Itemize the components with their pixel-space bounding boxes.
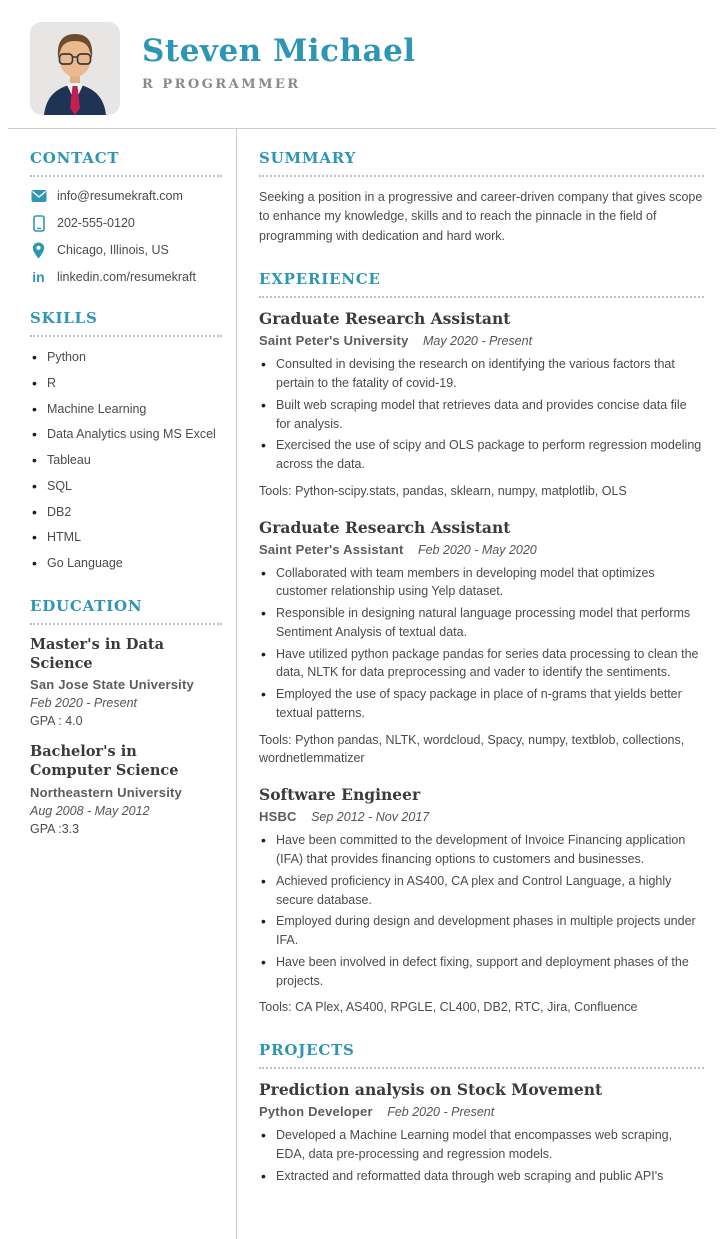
- profile-photo-illustration: [30, 22, 120, 115]
- degree-title: Bachelor's in Computer Science: [30, 743, 179, 780]
- person-name: Steven Michael: [142, 33, 416, 69]
- bullet-item: • Consulted in devising the research on identifying the various factors that pertain to the fatality of covid-19.: [259, 355, 704, 393]
- school-name: San Jose State University: [30, 677, 194, 693]
- bullet-item: • Built web scraping model that retrieves data and provides concise data file for analysis.: [259, 396, 704, 434]
- bullet-item: • Achieved proficiency in AS400, CA plex and Control Language, a highly secure database.: [259, 872, 704, 910]
- job-bullets: [259, 831, 704, 990]
- left-sidebar: [8, 129, 237, 1239]
- contact-phone-text[interactable]: 202-555-0120: [57, 216, 135, 230]
- experience-heading: EXPERIENCE: [259, 270, 704, 298]
- project-dates: Feb 2020 - Present: [387, 1105, 495, 1120]
- contact-email-text[interactable]: info@resumekraft.com: [57, 189, 183, 203]
- experience-section: [259, 270, 704, 1017]
- project-entry: [259, 1080, 704, 1185]
- mail-icon: [30, 188, 47, 204]
- job-title: Graduate Research Assistant: [259, 309, 511, 329]
- degree-title: Master's in Data Science: [30, 635, 164, 672]
- bullet-item: • Exercised the use of scipy and OLS package to perform regression modeling across the data.: [259, 436, 704, 474]
- content-columns: [8, 128, 716, 1239]
- job-entry: [259, 309, 704, 500]
- skill-item: • R: [30, 374, 222, 393]
- phone-icon: [30, 215, 47, 231]
- education-dates: Aug 2008 - May 2012: [30, 804, 150, 819]
- bullet-item: • Collaborated with team members in developing model that optimizes customer relationship using Yelp dataset.: [259, 564, 704, 602]
- contact-heading: CONTACT: [30, 149, 222, 177]
- contact-section: [30, 149, 222, 285]
- education-section: [30, 597, 222, 836]
- header-text: [120, 22, 416, 92]
- main-column: [237, 129, 716, 1239]
- job-meta: [259, 541, 704, 559]
- bullet-item: • Have utilized python package pandas for series data processing to clean the data, NLTK for data preprocessing and vader to identify the sentiments.: [259, 645, 704, 683]
- summary-section: [259, 149, 704, 246]
- education-heading: EDUCATION: [30, 597, 222, 625]
- bullet-item: • Have been involved in defect fixing, support and deployment phases of the projects.: [259, 953, 704, 991]
- skills-heading: SKILLS: [30, 309, 222, 337]
- skill-item: • DB2: [30, 503, 222, 522]
- job-company: Saint Peter's Assistant: [259, 541, 404, 557]
- skills-list: [30, 348, 222, 573]
- job-tools: Tools: Python-scipy.stats, pandas, sklearn, numpy, matplotlib, OLS: [259, 483, 627, 498]
- skill-item: • HTML: [30, 528, 222, 547]
- linkedin-icon: in: [32, 269, 45, 285]
- bullet-item: • Responsible in designing natural language processing model that performs Sentiment Analysis of textual data.: [259, 604, 704, 642]
- header: [0, 0, 724, 128]
- contact-item-email: [30, 188, 222, 204]
- education-dates: Feb 2020 - Present: [30, 696, 138, 711]
- school-name: Northeastern University: [30, 785, 182, 801]
- project-bullets: [259, 1126, 704, 1185]
- bullet-item: • Extracted and reformatted data through web scraping and public API's: [259, 1167, 704, 1186]
- job-bullets: [259, 564, 704, 723]
- job-entry: [259, 518, 704, 769]
- job-meta: [259, 332, 704, 350]
- education-entry: [30, 743, 222, 836]
- job-entry: [259, 785, 704, 1017]
- job-title: Graduate Research Assistant: [259, 517, 511, 537]
- summary-text: Seeking a position in a progressive and career-driven company that gives scope to enhance my knowledge, skills and to reach the pinnacle in the field of programming with dedication and hard work.: [259, 190, 703, 243]
- bullet-item: • Employed the use of spacy package in place of n-grams that yields better textual patterns.: [259, 685, 704, 723]
- bullet-item: • Employed during design and development phases in multiple projects under IFA.: [259, 912, 704, 950]
- contact-item-location: [30, 242, 222, 258]
- skill-item: • Python: [30, 348, 222, 367]
- skill-item: • Data Analytics using MS Excel: [30, 425, 222, 444]
- job-title: Software Engineer: [259, 785, 421, 805]
- skill-item: • Tableau: [30, 451, 222, 470]
- skill-item: • Machine Learning: [30, 400, 222, 419]
- project-role: Python Developer: [259, 1104, 373, 1120]
- profile-photo: [30, 22, 120, 115]
- projects-section: [259, 1041, 704, 1185]
- education-gpa: GPA :3.3: [30, 822, 80, 837]
- project-title: Prediction analysis on Stock Movement: [259, 1080, 603, 1100]
- job-dates: May 2020 - Present: [422, 334, 533, 349]
- job-tools: Tools: Python pandas, NLTK, wordcloud, Spacy, numpy, textblob, collections, wordnetlemmatizer: [259, 732, 685, 766]
- job-tools: Tools: CA Plex, AS400, RPGLE, CL400, DB2, RTC, Jira, Confluence: [259, 1000, 638, 1015]
- job-company: HSBC: [259, 809, 297, 825]
- contact-item-linkedin: [30, 269, 222, 285]
- skill-item: • SQL: [30, 477, 222, 496]
- contact-item-phone: [30, 215, 222, 231]
- education-entry: [30, 636, 222, 729]
- location-icon: [30, 242, 47, 258]
- job-bullets: [259, 355, 704, 474]
- job-company: Saint Peter's University: [259, 333, 409, 349]
- contact-location-text: Chicago, Illinois, US: [57, 243, 169, 257]
- bullet-item: • Have been committed to the development of Invoice Financing application (IFA) that provides financing options to customers and businesses.: [259, 831, 704, 869]
- skill-item: • Go Language: [30, 554, 222, 573]
- project-meta: [259, 1103, 704, 1121]
- bullet-item: • Developed a Machine Learning model that encompasses web scraping, EDA, data pre-processing and regression models.: [259, 1126, 704, 1164]
- job-meta: [259, 808, 704, 826]
- job-dates: Feb 2020 - May 2020: [417, 542, 537, 557]
- skills-section: [30, 309, 222, 573]
- contact-linkedin-text[interactable]: linkedin.com/resumekraft: [57, 270, 196, 284]
- summary-heading: SUMMARY: [259, 149, 704, 177]
- person-job-title: R PROGRAMMER: [142, 77, 301, 93]
- projects-heading: PROJECTS: [259, 1041, 704, 1069]
- education-gpa: GPA : 4.0: [30, 714, 83, 729]
- job-dates: Sep 2012 - Nov 2017: [311, 810, 430, 825]
